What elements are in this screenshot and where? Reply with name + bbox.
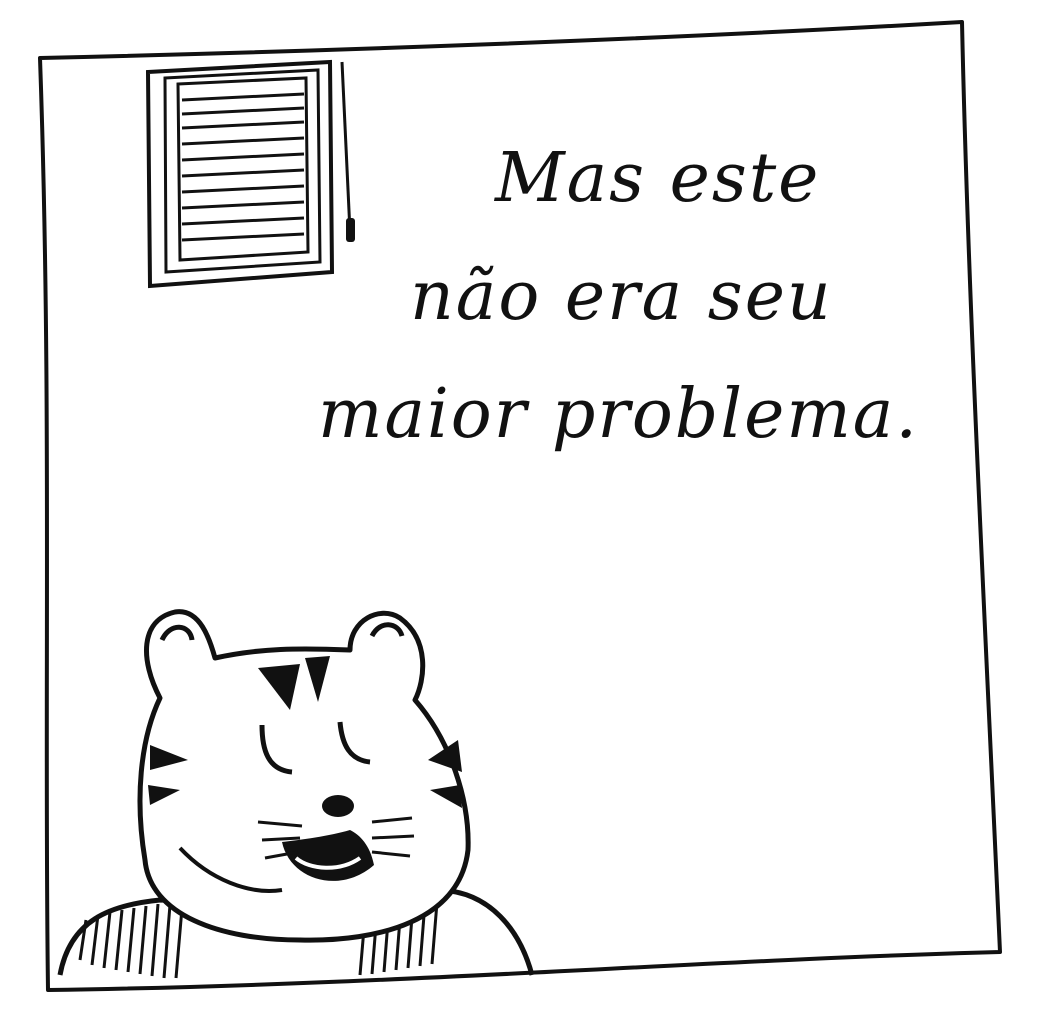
caption-line-1: Mas este — [495, 139, 821, 218]
tiger-character-icon — [60, 612, 532, 978]
caption-line-3: maior problema. — [318, 375, 919, 454]
caption-line-2: não era seu — [410, 257, 833, 336]
caption-text — [300, 120, 980, 474]
